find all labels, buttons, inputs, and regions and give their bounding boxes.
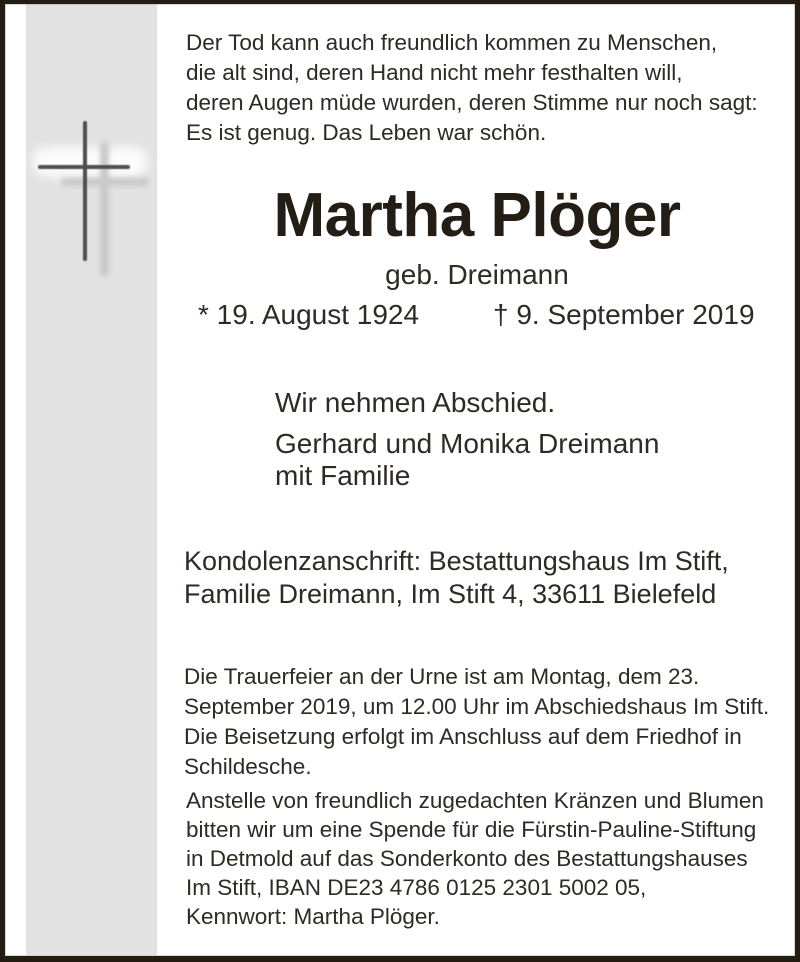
mourners-line: mit Familie <box>275 460 411 491</box>
mourners-block <box>275 428 659 492</box>
funeral-service-block <box>184 662 769 782</box>
maiden-name: geb. Dreimann <box>385 259 569 290</box>
condolence-address-block <box>184 545 729 611</box>
condolence-line: Familie Dreimann, Im Stift 4, 33611 Bielefeld <box>184 579 717 609</box>
donation-request-block <box>186 786 764 931</box>
service-line: Die Beisetzung erfolgt im Anschluss auf dem Friedhof in <box>184 724 742 749</box>
service-line: September 2019, um 12.00 Uhr im Abschiedshaus Im Stift. <box>184 694 770 719</box>
birth-date: * 19. August 1924 <box>198 299 420 330</box>
quote-line: die alt sind, deren Hand nicht mehr festhalten will, <box>186 60 683 85</box>
service-line: Schildesche. <box>184 754 312 779</box>
donation-line: Kennwort: Martha Plöger. <box>186 904 440 929</box>
donation-line: bitten wir um eine Spende für die Fürstin-Pauline-Stiftung <box>186 817 757 842</box>
mourners-line: Gerhard und Monika Dreimann <box>275 428 660 459</box>
quote-line: Der Tod kann auch freundlich kommen zu Menschen, <box>186 30 718 55</box>
service-line: Die Trauerfeier an der Urne ist am Montag, dem 23. <box>184 664 700 689</box>
donation-line: Im Stift, IBAN DE23 4786 0125 2301 5002 05, <box>186 875 647 900</box>
farewell-line: Wir nehmen Abschied. <box>275 387 556 418</box>
donation-line: in Detmold auf das Sonderkonto des Bestattungshauses <box>186 846 748 871</box>
opening-quote <box>186 28 758 148</box>
deceased-name: Martha Plöger <box>273 181 681 250</box>
donation-line: Anstelle von freundlich zugedachten Kränzen und Blumen <box>186 788 764 813</box>
death-date: † 9. September 2019 <box>493 299 755 330</box>
quote-line: deren Augen müde wurden, deren Stimme nur noch sagt: <box>186 90 758 115</box>
quote-line: Es ist genug. Das Leben war schön. <box>186 120 547 145</box>
condolence-line: Kondolenzanschrift: Bestattungshaus Im Stift, <box>184 546 729 576</box>
